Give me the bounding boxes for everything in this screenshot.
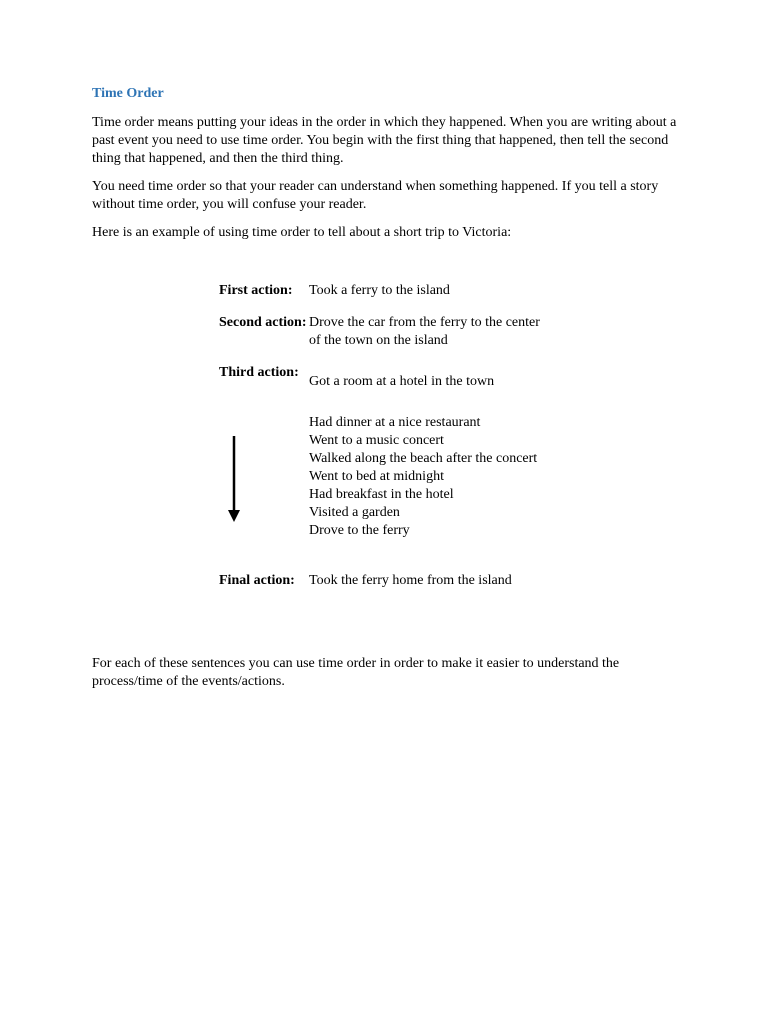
- action-label: First action:: [219, 283, 293, 298]
- action-label: Third action:: [219, 365, 299, 380]
- action-row-first: [219, 282, 549, 300]
- action-value: Took a ferry to the island: [309, 283, 450, 298]
- list-item: Visited a garden: [309, 505, 400, 520]
- list-item: Walked along the beach after the concert: [309, 451, 538, 466]
- action-row-middle: [219, 414, 549, 558]
- arrow-down-icon: [227, 436, 241, 524]
- list-item: Had breakfast in the hotel: [309, 487, 454, 502]
- list-item: Went to a music concert: [309, 433, 444, 448]
- action-label: Second action:: [219, 315, 307, 330]
- action-value: Got a room at a hotel in the town: [309, 374, 495, 389]
- closing-paragraph: For each of these sentences you can use time order in order to make it easier to understand the process/time of the events/actions.: [92, 656, 620, 689]
- action-value: Drove the car from the ferry to the center of the town on the island: [309, 315, 540, 348]
- action-sequence-table: [219, 282, 549, 590]
- action-label: Final action:: [219, 573, 295, 588]
- list-item: Had dinner at a nice restaurant: [309, 415, 481, 430]
- action-row-final: [219, 572, 549, 590]
- action-row-third: [219, 364, 549, 400]
- action-value: Took the ferry home from the island: [309, 573, 512, 588]
- intro-paragraph: Time order means putting your ideas in the order in which they happened. When you are writing about a past event you need to use time order. You begin with the first thing that happened, then tell the second thing that happened, and then the third thing.: [92, 115, 677, 166]
- page-heading: Time Order: [92, 86, 164, 101]
- list-item: Drove to the ferry: [309, 523, 410, 538]
- middle-actions-list: [309, 414, 549, 540]
- reason-paragraph: You need time order so that your reader can understand when something happened. If you tell a story without time order, you will confuse your reader.: [92, 179, 659, 212]
- action-row-second: [219, 314, 549, 350]
- example-intro-paragraph: Here is an example of using time order to tell about a short trip to Victoria:: [92, 225, 512, 240]
- list-item: Went to bed at midnight: [309, 469, 444, 484]
